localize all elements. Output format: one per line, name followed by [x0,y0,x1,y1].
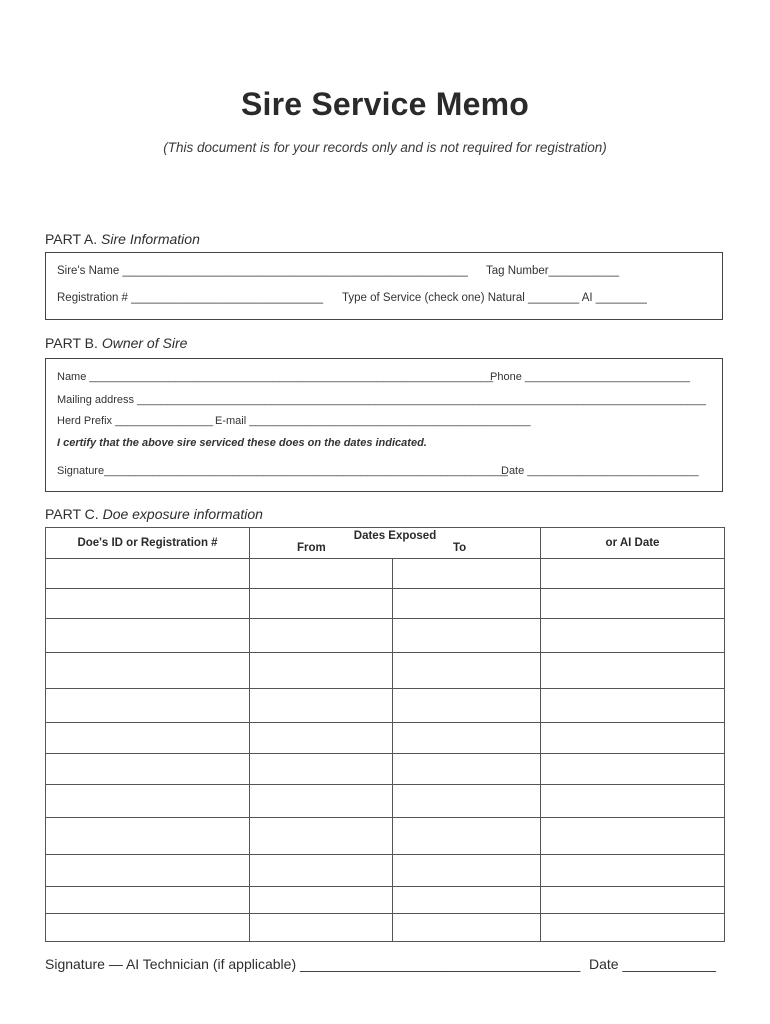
ai-date-cell[interactable] [541,818,725,855]
table-row [46,689,725,723]
part-a-label: Sire Information [101,231,200,247]
certify-statement: I certify that the above sire serviced these does on the dates indicated. [57,437,427,449]
sire-name-field[interactable]: Sire's Name ______________________________________________________ [57,265,468,277]
doe-id-cell[interactable] [46,818,250,855]
to-cell[interactable] [393,785,541,818]
table-row [46,589,725,619]
to-cell[interactable] [393,855,541,887]
doe-id-cell[interactable] [46,619,250,653]
document-title: Sire Service Memo [241,86,529,122]
to-cell[interactable] [393,619,541,653]
doe-id-cell[interactable] [46,589,250,619]
from-cell[interactable] [250,689,393,723]
from-cell[interactable] [250,914,393,942]
from-cell[interactable] [250,785,393,818]
doe-id-cell[interactable] [46,914,250,942]
ai-date-cell[interactable] [541,723,725,754]
table-row [46,887,725,914]
from-label: From [297,542,326,554]
to-cell[interactable] [393,589,541,619]
doe-id-cell[interactable] [46,887,250,914]
phone-field[interactable]: Phone ___________________________ [490,371,691,383]
type-of-service-field[interactable]: Type of Service (check one) Natural ________ AI ________ [342,292,647,304]
ai-date-cell[interactable] [541,619,725,653]
part-a-heading [45,231,200,247]
to-cell[interactable] [393,653,541,689]
part-b-prefix: PART B. [45,335,98,351]
table-row [46,653,725,689]
part-c-prefix: PART C. [45,506,99,522]
ai-date-cell[interactable] [541,754,725,785]
from-cell[interactable] [250,559,393,589]
ai-date-cell[interactable] [541,914,725,942]
doe-id-cell[interactable] [46,559,250,589]
doe-id-cell[interactable] [46,653,250,689]
part-c-label: Doe exposure information [102,506,263,522]
part-c-heading [45,506,263,522]
ai-technician-signature-line [45,956,580,972]
owner-name-field[interactable]: Name __________________________________________________________________ [57,371,494,383]
col-dates-exposed-header [250,528,541,559]
doe-id-cell[interactable] [46,855,250,887]
to-cell[interactable] [393,559,541,589]
ai-technician-date-line [589,956,716,972]
table-header-row [46,528,725,559]
table-row [46,818,725,855]
doe-id-cell[interactable] [46,785,250,818]
dates-exposed-label: Dates Exposed [353,530,437,542]
col-ai-date-header: or AI Date [541,528,725,559]
from-cell[interactable] [250,589,393,619]
ai-date-cell[interactable] [541,589,725,619]
email-field[interactable]: E-mail ______________________________________________ [215,415,531,427]
to-label: To [453,542,467,554]
from-cell[interactable] [250,723,393,754]
part-a-prefix: PART A. [45,231,98,247]
part-b-box [45,358,723,492]
doe-exposure-table [45,527,725,942]
to-cell[interactable] [393,754,541,785]
from-cell[interactable] [250,619,393,653]
from-cell[interactable] [250,653,393,689]
ai-technician-signature-field[interactable]: Signature — AI Technician (if applicable) ____________________________________ [45,956,581,972]
tag-number-field[interactable]: Tag Number___________ [486,265,619,277]
part-b-label: Owner of Sire [101,335,188,351]
to-cell[interactable] [393,723,541,754]
table-row [46,559,725,589]
part-a-box [45,252,723,320]
owner-signature-field[interactable]: Signature__________________________________________________________________ [57,465,508,477]
part-b-heading [45,335,187,351]
ai-technician-date-field[interactable]: Date ____________ [589,956,716,972]
table-row [46,723,725,754]
ai-date-cell[interactable] [541,559,725,589]
doe-id-cell[interactable] [46,689,250,723]
herd-prefix-field[interactable]: Herd Prefix ________________ [57,415,213,427]
doe-id-cell[interactable] [46,723,250,754]
ai-date-cell[interactable] [541,887,725,914]
table-row [46,914,725,942]
from-cell[interactable] [250,855,393,887]
col-doe-id-header: Doe's ID or Registration # [46,528,250,559]
table-row [46,855,725,887]
mailing-address-field[interactable]: Mailing address _____________________________________________________________________________________________ [57,394,707,406]
ai-date-cell[interactable] [541,855,725,887]
ai-date-cell[interactable] [541,653,725,689]
doe-id-cell[interactable] [46,754,250,785]
to-cell[interactable] [393,914,541,942]
from-cell[interactable] [250,887,393,914]
from-cell[interactable] [250,818,393,855]
table-row [46,754,725,785]
to-cell[interactable] [393,818,541,855]
table-row [46,785,725,818]
registration-field[interactable]: Registration # ______________________________ [57,292,324,304]
ai-date-cell[interactable] [541,785,725,818]
ai-date-cell[interactable] [541,689,725,723]
table-row [46,619,725,653]
owner-date-field[interactable]: Date ____________________________ [501,465,699,477]
to-cell[interactable] [393,887,541,914]
to-cell[interactable] [393,689,541,723]
document-subtitle: (This document is for your records only and is not required for registration) [163,140,607,155]
from-cell[interactable] [250,754,393,785]
